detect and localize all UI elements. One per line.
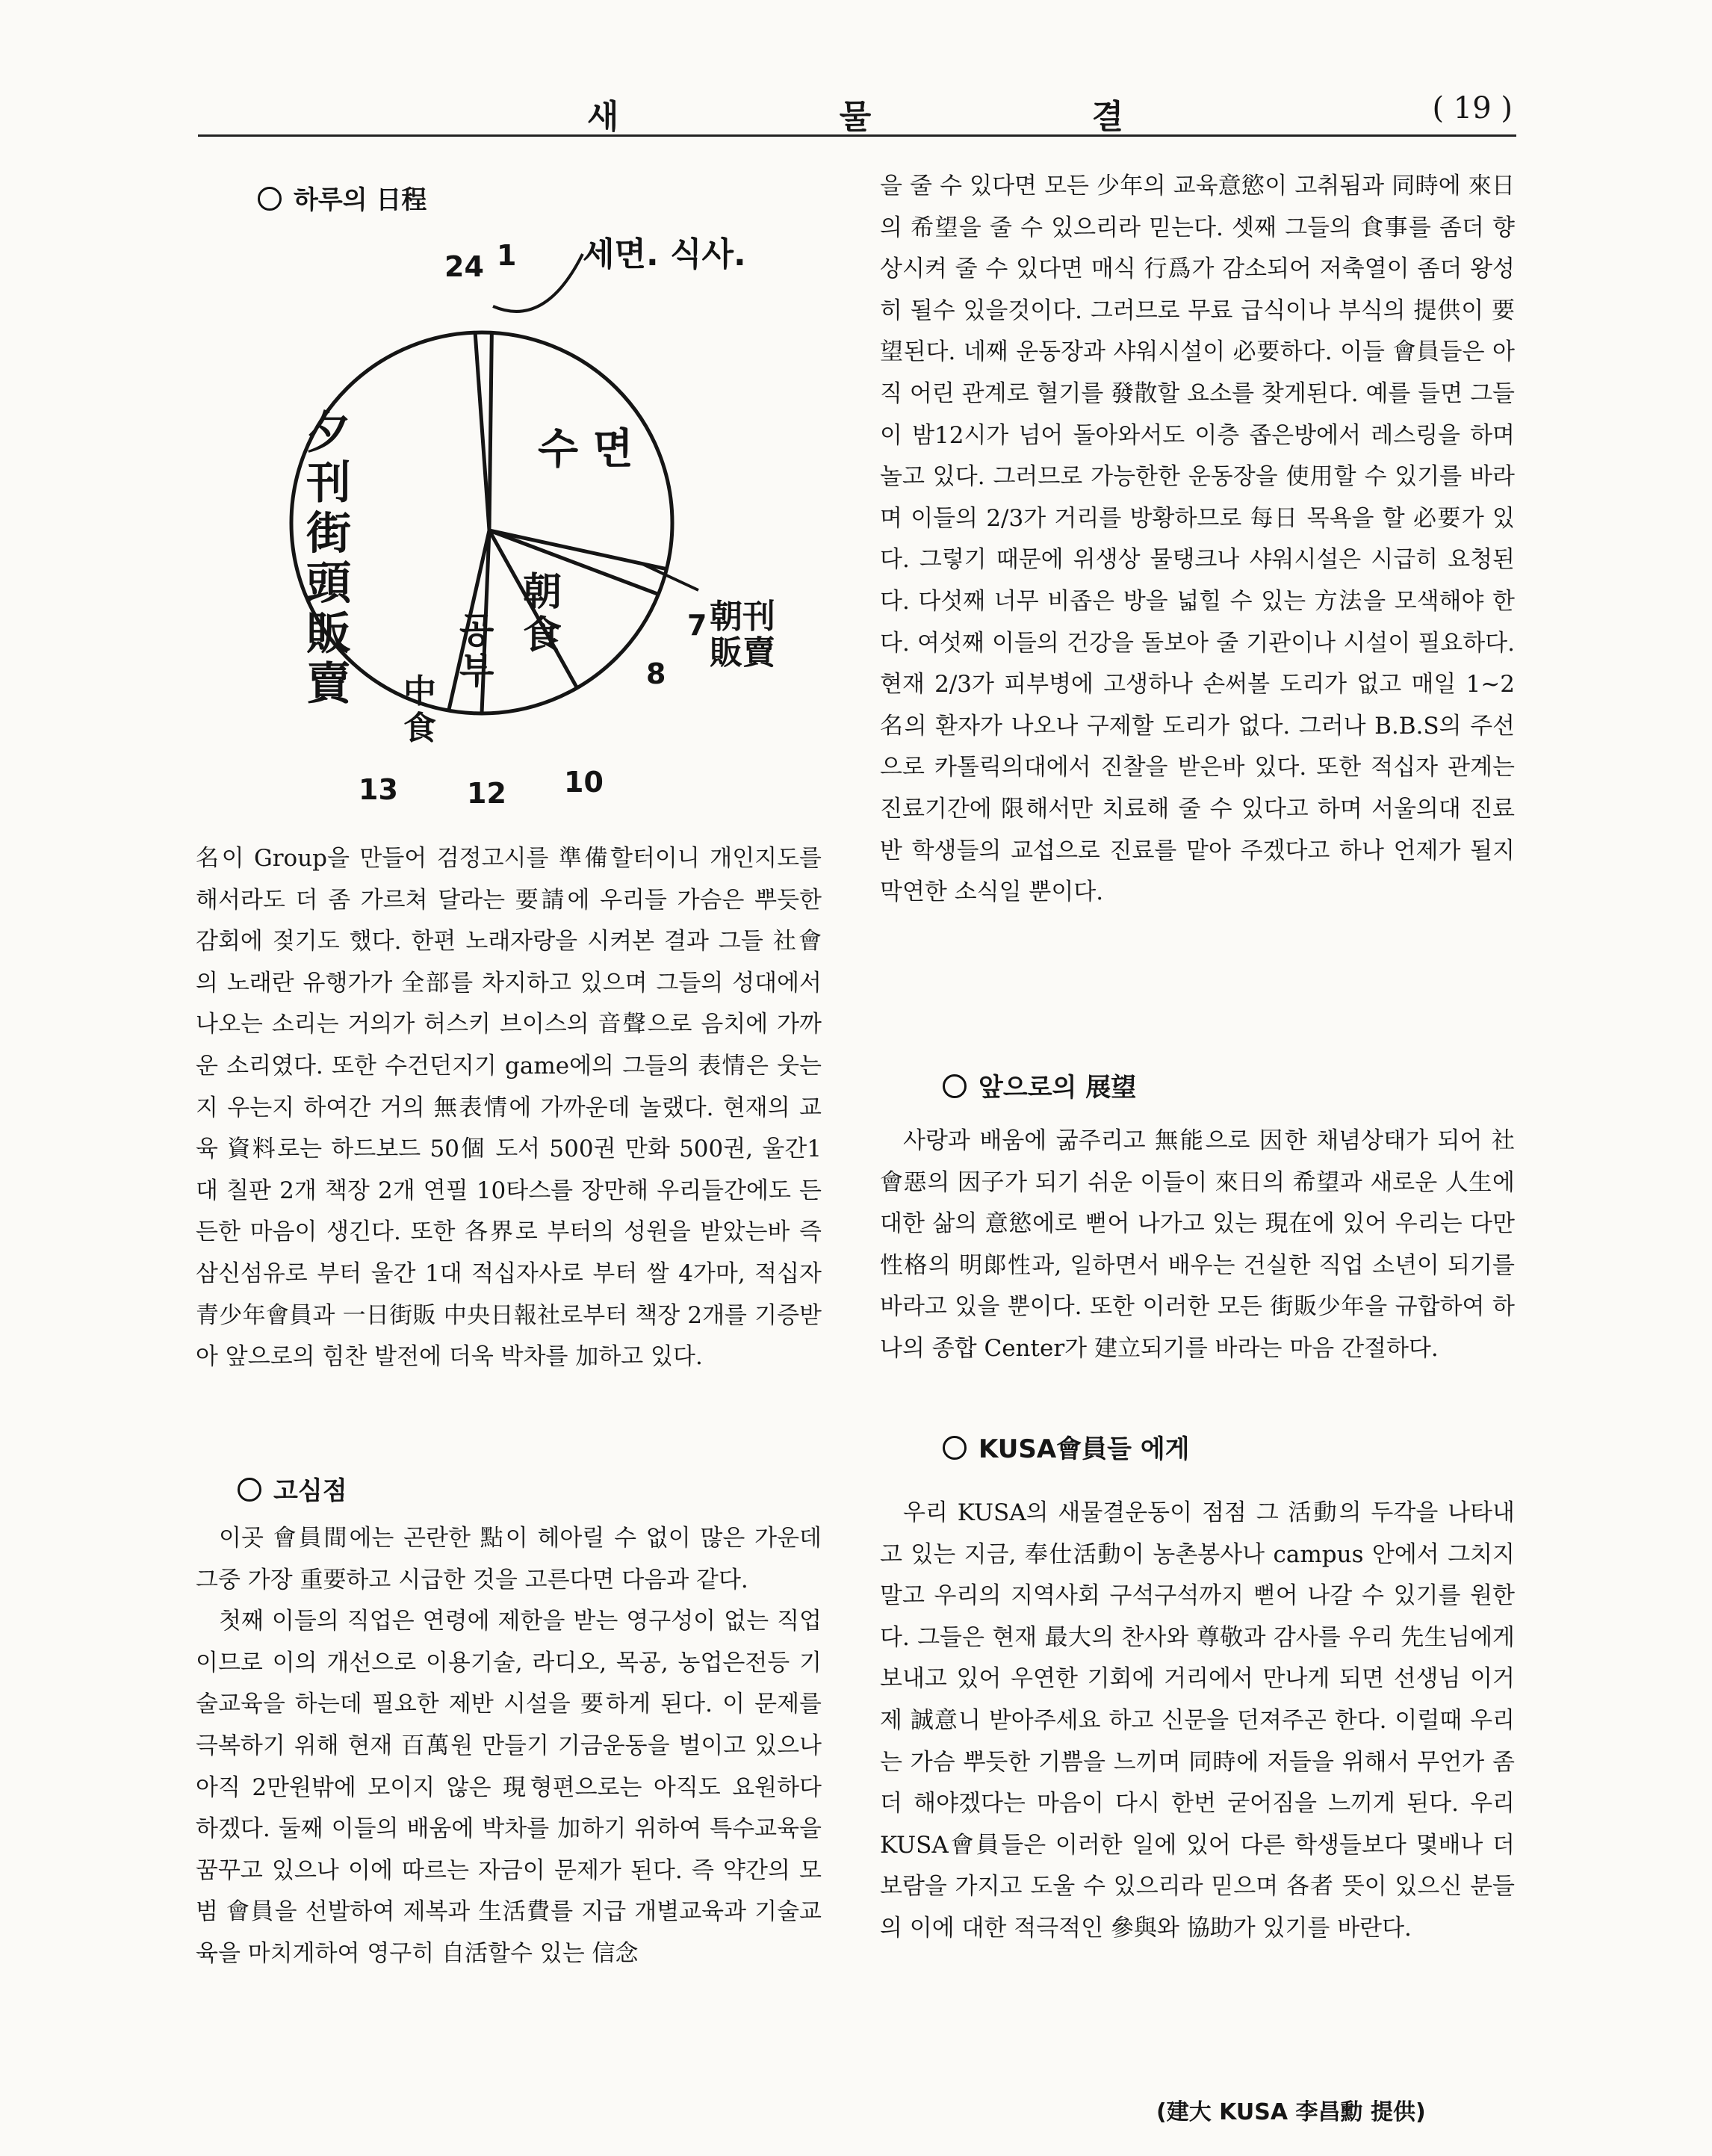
segment-glyph: 頭 [306,557,351,610]
hour-label-7: 7 [687,609,707,642]
circle-bullet-icon [943,1436,967,1460]
paragraph: 사랑과 배움에 굶주리고 無能으로 因한 채념상태가 되어 社會惡의 因子가 되기 쉬운 이들이 來日의 希望과 새로운 人生에 대한 삶의 意慾에로 뻗어 나가고 있는 現在에 있어 우리는 다만 性格의 明郞性과, 일하면서 배우는 건실한 직업 소년이 되기를 바라고 있을 뿐이다. 또한 이러한 모든 街販少年을 규합하여 하나의 종합 Center가 建立되기를 바라는 마음 간절하다. [880,1127,1515,1362]
hour-label-1: 1 [497,239,517,272]
segment-line: 朝刊 [710,598,775,636]
segment-line: 販賣 [710,634,775,672]
segment-glyph: 부 [459,649,494,692]
kusa-text [880,1493,1515,1950]
daily-schedule-pie-chart [269,224,807,807]
segment-label-1 [538,425,633,474]
pie-divider-24 [475,332,489,530]
header-rule [198,134,1516,137]
segment-label-4 [459,610,494,692]
hour-label-8: 8 [646,657,666,690]
segment-label-6 [306,407,353,710]
segment-glyph: 夕 [306,407,351,459]
hour-label-13: 13 [359,773,398,806]
hour-label-12: 12 [467,777,506,807]
prospect-heading: 앞으로의 展望 [943,1067,1136,1103]
segment-glyph: 食 [403,709,436,748]
pie-divider-1 [489,332,491,530]
paragraph: 이곳 會員間에는 곤란한 點이 헤아릴 수 없이 많은 가운데 그중 가장 重要하고 시급한 것을 고른다면 다음과 같다. [196,1525,822,1593]
paragraph: 을 줄 수 있다면 모든 少年의 교육意慾이 고취됨과 同時에 來日의 希望을 줄 수 있으리라 믿는다. 셋째 그들의 食事를 좀더 향상시켜 줄 수 있다면 매식 行爲가 감소되어 저축열이 좀더 왕성히 될수 있을것이다. 그러므로 무료 급식이나 부식의 提供이 要望된다. 네째 운동장과 샤워시설이 必要하다. 이들 會員들은 아직 어린 관계로 혈기를 發散할 요소를 찾게된다. 예를 들면 그들이 밤12시가 넘어 돌아와서도 이층 좁은방에서 레스링을 하며 놀고 있다. 그러므로 가능한한 운동장을 使用할 수 있기를 바라며 이들의 2/3가 거리를 방황하므로 每日 목욕을 할 必要가 있다. 그렇기 때문에 위생상 물탱크나 샤워시설은 시급히 요청된다. 다섯째 너무 비좁은 방을 넓힐 수 있는 方法을 모색해야 한다. 여섯째 이들의 건강을 돌보아 줄 기관이나 시설이 필요하다. 현재 2/3가 피부병에 고생하나 손써볼 도리가 없고 매일 1~2名의 환자가 나오나 구제할 도리가 없다. 그러나 B.B.S의 주선으로 카톨릭의대에서 진찰을 받은바 있다. 또한 적십자 관계는 진료기간에 限해서만 치료해 줄 수 있다고 하며 서울의대 진료반 학생들의 교섭으로 진료를 맡아 주겠다고 하나 언제가 될지 막연한 소식일 뿐이다. [880,173,1516,906]
segment-glyph: 朝 [523,570,562,615]
segment-glyph: 街 [306,507,351,560]
hour-label-24: 24 [444,250,484,283]
difficulty-heading: 고심점 [238,1470,347,1507]
page-header [198,82,1513,142]
segment-glyph: 賣 [306,658,351,710]
segment-glyph: 中 [403,672,436,710]
hour-label-10: 10 [564,766,604,799]
right-column-text [880,166,1515,914]
segment-label-0 [583,235,746,273]
segment-label-5 [403,672,436,747]
segment-text: 수 면 [538,425,633,474]
prospect-text [880,1121,1515,1370]
left-column-text [196,838,822,1378]
circle-bullet-icon [943,1074,967,1098]
segment-label-2 [710,598,777,672]
page-number: ( 19 ) [1432,91,1513,126]
circle-bullet-icon [258,187,282,211]
paragraph: 첫째 이들의 직업은 연령에 제한을 받는 영구성이 없는 직업이므로 이의 개선으로 이용기술, 라디오, 목공, 농업은전등 기술교육을 하는데 필요한 제반 시설을 要하게 된다. 이 문제를 극복하기 위해 현재 百萬원 만들기 기금운동을 벌이고 있으나 아직 2만원밖에 모이지 않은 現형편으로는 아직도 요원하다 하겠다. 둘째 이들의 배움에 박차를 加하기 위하여 특수교육을 꿈꾸고 있으나 이에 따르는 자금이 문제가 된다. 즉 약간의 모범 會員을 선발하여 제복과 生活費를 지급 개별교육과 기술교육을 마치게하여 영구히 自活할수 있는 信念 [196,1608,822,1967]
segment-text: 세면. 식사. [583,235,746,273]
kusa-heading: KUSA會員들 에게 [943,1428,1190,1465]
difficulty-text [196,1518,822,1975]
segment-label-3 [523,570,562,658]
segment-glyph: 販 [306,607,351,660]
credit-line: (建大 KUSA 李昌勳 提供) [1156,2099,1426,2125]
arrow-morning-sales [642,564,698,590]
segment-glyph: 食 [523,613,562,659]
segment-glyph: 刊 [306,457,351,510]
segment-glyph: 공 [459,610,494,651]
paragraph: 名이 Group을 만들어 검정고시를 準備할터이니 개인지도를 해서라도 더 좀 가르쳐 달라는 要請에 우리들 가슴은 뿌듯한 감회에 젖기도 했다. 한편 노래자랑을 시켜본 결과 그들 社會의 노래란 유행가가 全部를 차지하고 있으며 그들의 성대에서 나오는 소리는 거의가 허스키 브이스의 音聲으로 음치에 가까운 소리였다. 또한 수건던지기 game에의 그들의 表情은 웃는지 우는지 하여간 거의 無表情에 가까운데 놀랬다. 현재의 교육 資料로는 하드보드 50個 도서 500권 만화 500권, 울간1대 칠판 2개 책장 2개 연필 10타스를 장만해 우리들간에도 든든한 마음이 생긴다. 또한 各界로 부터의 성원을 받았는바 즉 삼신섬유로 부터 울간 1대 적십자사로 부터 쌀 4가마, 적십자 青少年會員과 一日街販 中央日報社로부터 책장 2개를 기증받아 앞으로의 힘찬 발전에 더욱 박차를 加하고 있다. [196,845,822,1371]
magazine-title: 새 물 결 [586,98,1229,136]
paragraph: 우리 KUSA의 새물결운동이 점점 그 活動의 두각을 나타내고 있는 지금, 奉仕活動이 농촌봉사나 campus 안에서 그치지 말고 우리의 지역사회 구석구석까지 뻗어 나갈 수 있기를 원한다. 그들은 현재 最大의 찬사와 尊敬과 감사를 우리 先生님에게 보내고 있어 우연한 기회에 거리에서 만나게 되면 선생님 이거 제 誠意니 받아주세요 하고 신문을 던져주곤 한다. 이럴때 우리는 가슴 뿌듯한 기쁨을 느끼며 同時에 저들을 위해서 무언가 좀더 해야겠다는 마음이 다시 한번 굳어짐을 느끼게 된다. 우리 KUSA會員들은 이러한 일에 있어 다른 학생들보다 몇배나 더 보람을 가지고 도울 수 있으리라 믿으며 各者 뜻이 있으신 분들의 이에 대한 적극적인 參與와 協助가 있기를 바란다. [880,1499,1515,1942]
circle-bullet-icon [238,1478,261,1502]
pie-labels [306,235,777,807]
schedule-heading: 하루의 日程 [258,179,427,216]
